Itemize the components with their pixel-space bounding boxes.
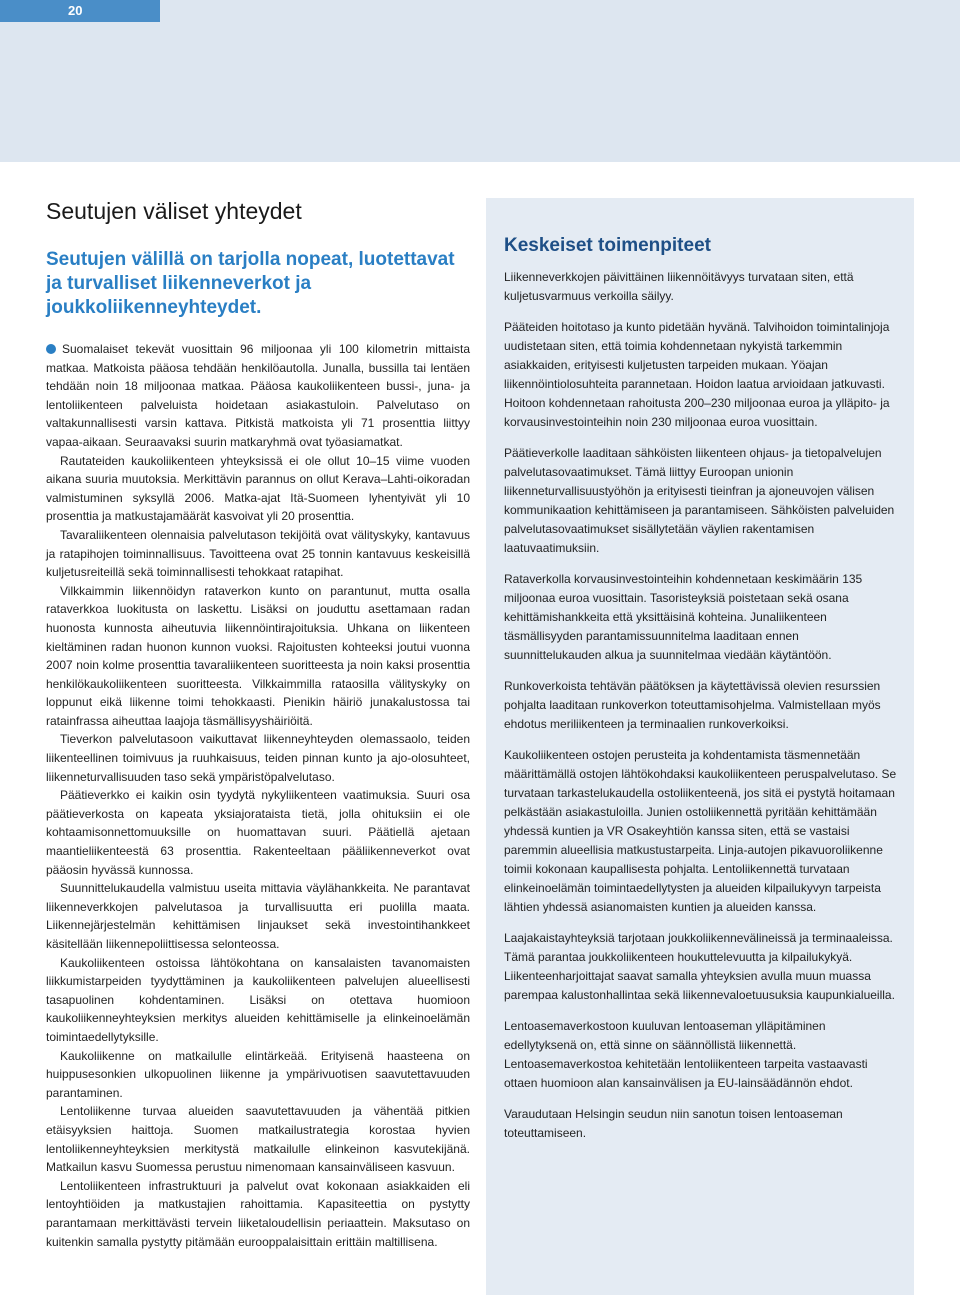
sidebar-paragraph: Kaukoliikenteen ostojen perusteita ja kohdentamista täsmennetään määrittämällä ostojen lähtökohdaksi kaukoliikenteen peruspalvelutaso. Se turvataan tarkastelukaudella ostoliikenteenä, jos sitä ei pystytä hoitamaan pelkästään asiakastuloilla. Junien ostoliikennettä pyritään kehittämään yhdessä kuntien ja VR Osakeyhtiön kanssa siten, että se vastaisi paremmin alueellisia matkustustarpeita. Linja-autojen pikavuoroliikenne toimii kokonaan kaupallisesta pohjalta. Lentoliikennettä turvataan elinkeinoelämän toimintaedellytysten ja alueiden kilpailukyvyn tarpeista lähtien yhdessä asianomaisten kuntien ja alueiden kanssa. — [504, 748, 897, 914]
header-band — [0, 0, 960, 162]
body-paragraph: Lentoliikenteen infrastruktuuri ja palvelut ovat kokonaan asiakkaiden eli lentoyhtiöiden ja matkustajien rahoittamia. Kapasiteettia on pystytty parantamaan merkittävästi tervein liiketaloudellisin periaattein. Maksutaso on kuitenkin samalla pystytty pitämään eurooppalaisittain erittäin maltillisena. — [46, 1178, 470, 1249]
body-paragraph: Tavaraliikenteen olennaisia palvelutason tekijöitä ovat välityskyky, kantavuus ja ratapihojen toiminnallisuus. Tavoitteena ovat 25 tonnin kantavuus keskeisillä kuljetusreiteillä sekä toiminnallisesti tehokkaat ratapihat. — [46, 527, 470, 580]
sidebar-paragraph: Pääteiden hoitotaso ja kunto pidetään hyvänä. Talvihoidon toimintalinjoja uudistetaan siten, että toimia kohdennetaan nykyistä tarkemmin asiakkaiden, erityisesti kuljetusten tarpeiden mukaan. Yöajan liikennöintiolosuhteita parannetaan. Hoidon laatua arvioidaan jatkuvasti. Hoitoon kohdennetaan rahoitusta 200–230 miljoonaa euroa ja ylläpito- ja korvausinvestointeihin noin 230 miljoonaa euroa vuosittain. — [504, 320, 890, 429]
key-measures-box — [486, 198, 914, 1295]
paragraph-text: Suomalaiset tekevät vuosittain 96 miljoonaa yli 100 kilometrin mittaista matkaa. Matkoista pääosa tehdään henkilöautolla. Junalla, bussilla tai lentäen tehdään noin 18 miljoonaa matkaa. Pääosa kaukoliikenteen bussi-, juna- ja lentoliikenteen palveluista hoidetaan asiakastuloin. Palvelutaso on valtakunnallisesti varsin kattava. Pitkistä matkoista yli 71 prosenttia liittyy vapaa-aikaan. Seuraavaksi suurin matkaryhmä ovat työasiamatkat. — [46, 342, 470, 449]
body-paragraph — [46, 340, 470, 452]
sidebar-paragraph: Runkoverkoista tehtävän päätöksen ja käytettävissä olevien resurssien pohjalta laaditaan runkoverkon toteuttamisohjelma. Valmistellaan myös ehdotus meriliikenteen ja terminaalien runkoverkoiksi. — [504, 679, 881, 731]
bullet-dot-icon — [46, 344, 56, 354]
page-number: 20 — [68, 3, 83, 18]
sidebar-paragraph: Lentoasemaverkostoon kuuluvan lentoaseman ylläpitäminen edellytyksenä on, että sinne on säännöllistä liikennettä. Lentoasemaverkostoa kehitetään lentoliikenteen tarpeita vastaavasti ottaen huomioon alan kansainvälisen ja EU-lainsäädännön ehdot. — [504, 1019, 868, 1090]
body-paragraph: Lentoliikenne turvaa alueiden saavutettavuuden ja vähentää pitkien etäisyyksien haittoja. Suomen matkailustrategia korostaa hyvien lentoliikenneyhteyksien merkitystä matkailulle elinkeinon kasvutekijänä. Matkailun kasvu Suomessa perustuu nimenomaan kansainväliseen kasvuun. — [46, 1104, 470, 1175]
main-column — [46, 196, 470, 1251]
body-paragraph: Rautateiden kaukoliikenteen yhteyksissä ei ole ollut 10–15 viime vuoden aikana suuria muutoksia. Merkittävin parannus on ollut Kerava–Lahti-oikoradan valmistuminen syksyllä 2006. Matka-ajat Itä-Suomeen lyhentyivät yli 10 prosenttia ja matkustajamäärät kasvoivat yli 20 prosenttia. — [46, 453, 470, 524]
body-paragraph: Suunnittelukaudella valmistuu useita mittavia väylähankkeita. Ne parantavat liikenneverkkojen palvelutasoa ja turvallisuutta eri puolilla maata. Liikennejärjestelmän kehittämisen linjaukset sekä investointihankkeet käsitellään liikennepoliittisessa selonteossa. — [46, 881, 470, 951]
sidebar-paragraph: Rataverkolla korvausinvestointeihin kohdennetaan keskimäärin 135 miljoonaa euroa vuosittain. Tasoristeyksiä poistetaan sekä osana kehittämishankkeita että yksittäisinä kohteina. Junaliikenteen täsmällisyyden parantamissuunnitelma laaditaan ennen suunnittelukauden alkua ja suunnitelmaa viedään käytäntöön. — [504, 572, 863, 662]
lead-statement: Seutujen välillä on tarjolla nopeat, luotettavat ja turvalliset liikenneverkot ja joukkoliikenneyhteydet. — [46, 249, 455, 318]
sidebar-title: Keskeiset toimenpiteet — [504, 235, 711, 256]
page-number-tab — [0, 0, 160, 22]
body-paragraph: Kaukoliikenne on matkailulle elintärkeää. Erityisenä haasteena on huippusesonkien ulkopuolinen liikenne ja ympärivuotisen saavutettavuuden parantaminen. — [46, 1048, 470, 1100]
body-paragraph: Vilkkaimmin liikennöidyn rataverkon kunto on parantunut, mutta osalla rataverkkoa luokitusta on laskettu. Lisäksi on jouduttu asettamaan radan huonosta kunnosta aiheutuvia liikennöintirajoituksia. Uhkana on liikenteen kieltäminen radan huonon kunnon vuoksi. Rajoitusten kohteeksi joutui vuonna 2007 noin kolme prosenttia tavaraliikenteen suoritteesta ja noin kaksi prosenttia henkilökaukoliikenteen suoritteesta. Vilkkaimmilla rataosilla välityskyky on loppunut eikä liikenne toimi tehokkaasti. Pienikin häiriö junakalustossa tai ratainfrassa aiheuttaa laajoja täsmällisyyshäiriöitä. — [46, 583, 470, 728]
body-text — [46, 340, 470, 1251]
body-paragraph: Kaukoliikenteen ostoissa lähtökohtana on kansalaisten tavanomaisten liikkumistarpeiden tyydyttäminen ja kaukoliikenteen palvelujen alueellisesti tasapuolinen kohdentaminen. Lisäksi on otettava huomioon kaukoliikenneyhteyksien merkitys alueiden kehittämiselle ja elinkeinoelämän toimintaedellytyksille. — [46, 955, 470, 1044]
sidebar-paragraph: Liikenneverkkojen päivittäinen liikennöitävyys turvataan siten, että kuljetusvarmuus verkoilla säilyy. — [504, 270, 854, 303]
body-paragraph: Tieverkon palvelutasoon vaikuttavat liikenneyhteyden olemassaolo, teiden liikenteellinen toimivuus ja ruuhkaisuus, teiden pinnan kunto ja ajo-olosuhteet, liikenneturvallisuuden taso sekä ympäristöpalvelutaso. — [46, 732, 470, 784]
sidebar-paragraph: Laajakaistayhteyksiä tarjotaan joukkoliikennevälineissä ja terminaaleissa. Tämä parantaa joukkoliikenteen houkuttelevuutta ja kilpailukykyä. Liikenteenharjoittajat saavat samalla yhteyksien avulla muun muassa parempaa kalustonhallintaa sekä liikennevaloetuusuksia kaupunkialueilla. — [504, 931, 895, 1002]
sidebar-paragraph: Varaudutaan Helsingin seudun niin sanotun toisen lentoaseman toteuttamiseen. — [504, 1107, 843, 1140]
body-paragraph: Päätieverkko ei kaikin osin tyydytä nykyliikenteen vaatimuksia. Suuri osa päätieverkosta on kapeata yksiajorataista tietä, jolla ohituksiin ei ole kohtaamisonnettomuuksille on huomattavan suuri. Päätiellä ajetaan maantieliikenteestä 63 prosenttia. Rakenteeltaan pääliikenneverkot ovat pääosin hyvässä kunnossa. — [46, 788, 470, 877]
sidebar-paragraph: Päätieverkolle laaditaan sähköisten liikenteen ohjaus- ja tietopalvelujen palvelutasovaatimukset. Tämä liittyy Euroopan unionin liikenneturvallisuustyöhön ja erityisesti tieinfran ja ajoneuvojen välisen kommunikaation kehittämiseen ja parantamiseen. Sähköisten palveluiden palvelutasovaatimukset sisällytetään väylien rakentamisen laatuvaatimuksiin. — [504, 446, 895, 555]
section-heading: Seutujen väliset yhteydet — [46, 198, 302, 224]
